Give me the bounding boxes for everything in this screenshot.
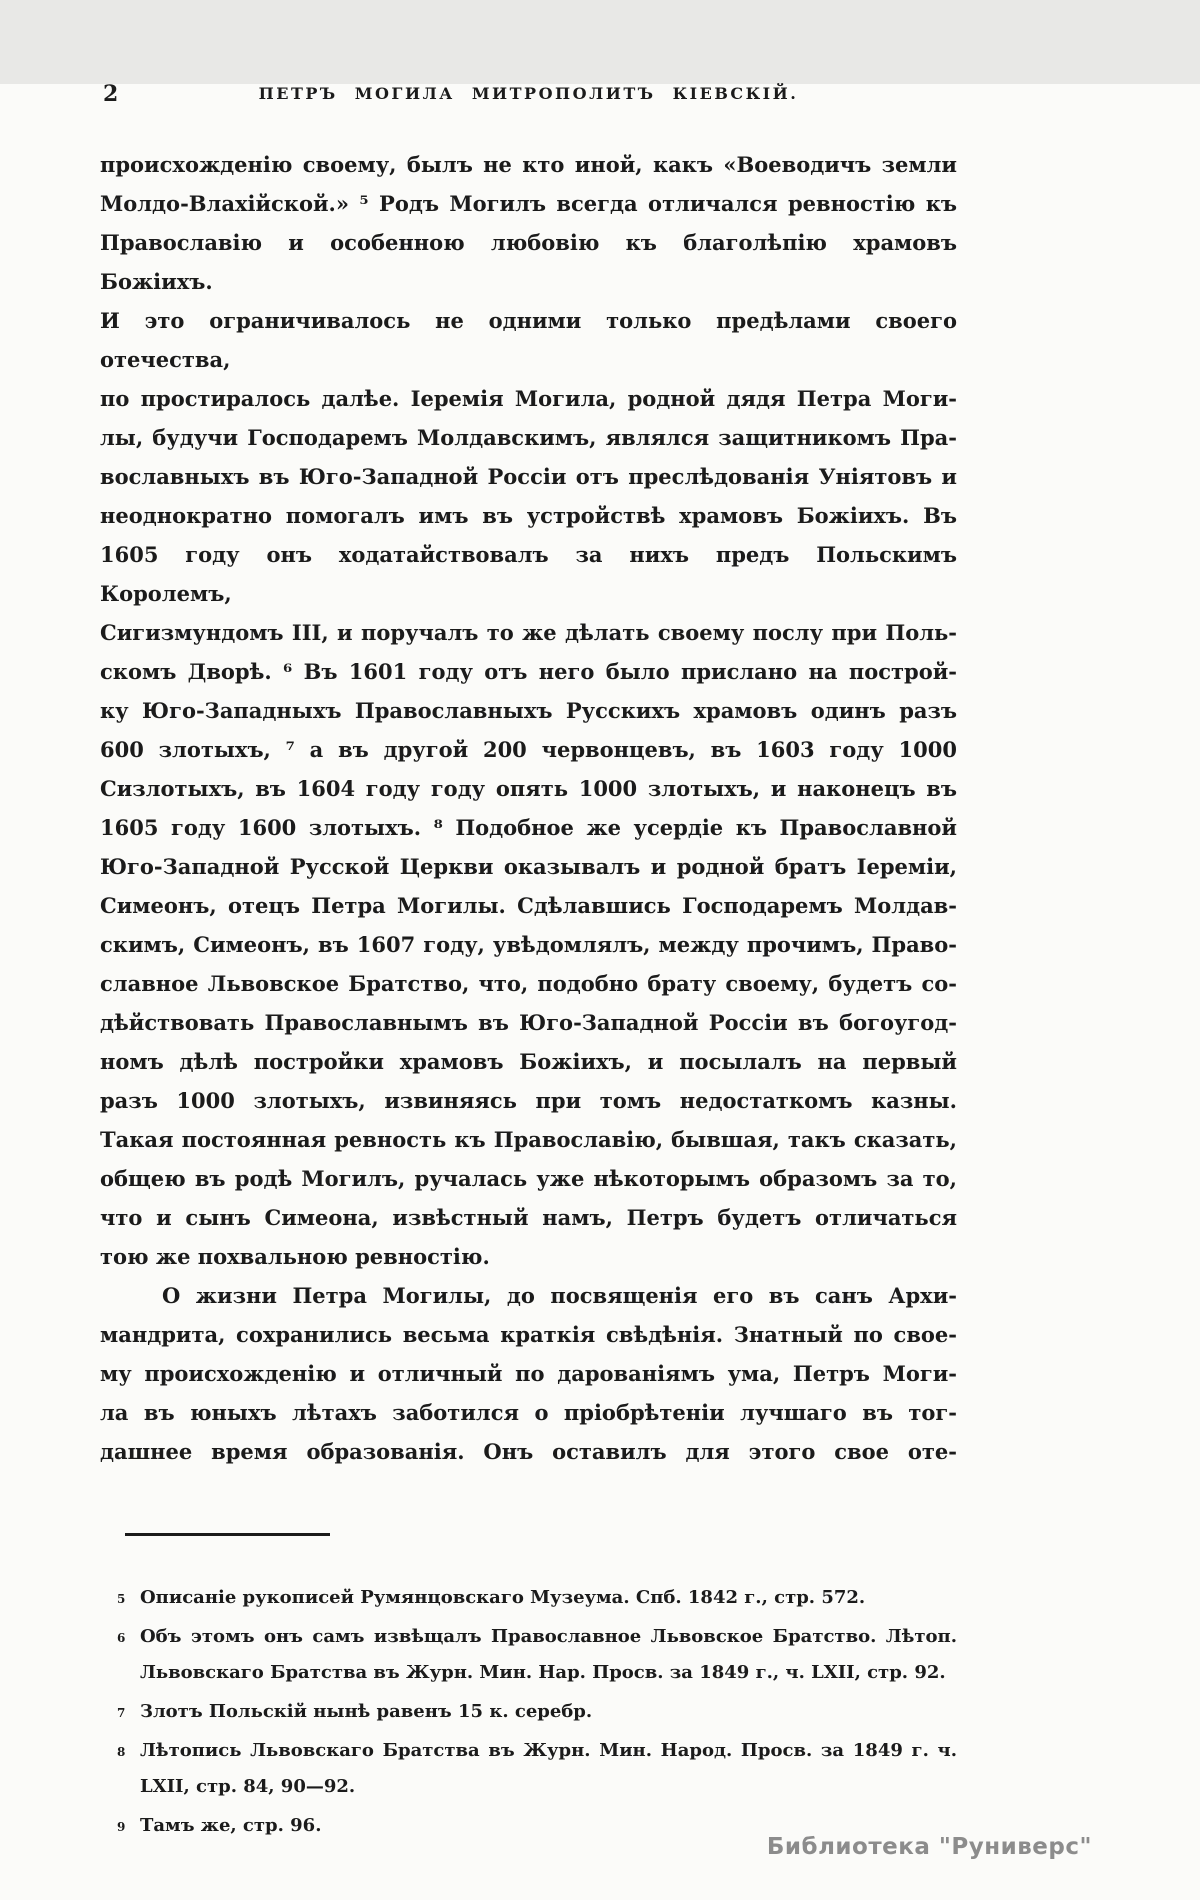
- footnote-separator: [125, 1533, 330, 1536]
- text-line: И это ограничивалось не одними только предѣлами своего отечества,: [100, 308, 957, 372]
- footnote-marker: 5: [117, 1592, 126, 1606]
- text-line: 600 злотыхъ, ⁷ а въ другой 200 червонцевъ, въ 1603 году 1000: [100, 737, 957, 762]
- watermark: Библиотека "Руниверс": [766, 1834, 1092, 1860]
- text-line: разъ 1000 злотыхъ, извиняясь при томъ недостаткомъ казны.: [100, 1088, 957, 1113]
- text-line: что и сынъ Симеона, извѣстный намъ, Петръ будетъ отличаться: [100, 1205, 957, 1230]
- footnote-marker: 9: [117, 1820, 126, 1834]
- footnote: [100, 1694, 957, 1730]
- text-line: скимъ, Симеонъ, въ 1607 году, увѣдомлялъ, между прочимъ, Право-: [100, 932, 957, 957]
- text-line: лы, будучи Господаремъ Молдавскимъ, являлся защитникомъ Пра-: [100, 425, 957, 450]
- text-line: ку Юго-Западныхъ Православныхъ Русскихъ храмовъ одинъ разъ: [100, 698, 957, 723]
- footnote: [100, 1733, 957, 1805]
- text-line: скомъ Дворѣ. ⁶ Въ 1601 году отъ него было прислано на построй-: [100, 659, 957, 684]
- text-line: Сизлотыхъ, въ 1604 году году опять 1000 злотыхъ, и наконецъ въ: [100, 776, 957, 801]
- text-line: мандрита, сохранились весьма краткія свѣдѣнія. Знатный по свое-: [100, 1322, 957, 1347]
- footnote-marker: 7: [117, 1706, 126, 1720]
- running-header-title: ПЕТРЪ МОГИЛА МИТРОПОЛИТЪ КІЕВСКІЙ.: [258, 84, 799, 103]
- text-line: неоднократно помогалъ имъ въ устройствѣ храмовъ Божіихъ. Въ: [100, 503, 957, 528]
- body-text: [100, 145, 957, 1471]
- footnote: [100, 1580, 957, 1616]
- footnote-line: 5 Описаніе рукописей Румянцовскаго Музеума. Спб. 1842 г., стр. 572.: [140, 1580, 957, 1616]
- text-line: номъ дѣлѣ постройки храмовъ Божіихъ, и посылалъ на первый: [100, 1049, 957, 1074]
- text-line: общею въ родѣ Могилъ, ручалась уже нѣкоторымъ образомъ за то,: [100, 1166, 957, 1191]
- text-line: ла въ юныхъ лѣтахъ заботился о пріобрѣтеніи лучшаго въ тог-: [100, 1400, 957, 1425]
- text-line: Православію и особенною любовію къ благолѣпію храмовъ Божіихъ.: [100, 230, 957, 294]
- page-header: [100, 81, 957, 107]
- text-line: му происхожденію и отличный по дарованіямъ ума, Петръ Моги-: [100, 1361, 957, 1386]
- footnote-line: LXII, стр. 84, 90—92.: [140, 1776, 356, 1797]
- text-line: О жизни Петра Могилы, до посвященія его въ санъ Архи-: [162, 1283, 957, 1308]
- text-line: Сигизмундомъ III, и поручалъ то же дѣлать своему послу при Поль-: [100, 620, 957, 645]
- footnotes: [100, 1580, 957, 1844]
- text-line: 1605 году 1600 злотыхъ. ⁸ Подобное же усердіе къ Православной: [100, 815, 957, 840]
- text-line: 1605 году онъ ходатайствовалъ за нихъ предъ Польскимъ Королемъ,: [100, 542, 957, 606]
- footnote-line: 6 Объ этомъ онъ самъ извѣщалъ Православное Львовское Братство. Лѣтоп.: [140, 1619, 957, 1655]
- text-line: тою же похвальною ревностію.: [100, 1244, 490, 1269]
- text-line: славное Львовское Братство, что, подобно брату своему, будетъ со-: [100, 971, 957, 996]
- footnote-line: 9 Тамъ же, стр. 96.: [140, 1808, 957, 1844]
- text-line: Юго-Западной Русской Церкви оказывалъ и родной братъ Іереміи,: [100, 854, 957, 879]
- text-line: вославныхъ въ Юго-Западной Россіи отъ преслѣдованія Уніятовъ и: [100, 464, 957, 489]
- footnote: [100, 1619, 957, 1691]
- text-line: Симеонъ, отецъ Петра Могилы. Сдѣлавшись Господаремъ Молдав-: [100, 893, 957, 918]
- text-line: происхожденію своему, былъ не кто иной, какъ «Воеводичъ земли: [100, 152, 957, 177]
- footnote-marker: 8: [117, 1745, 126, 1759]
- footnote-line: 8 Лѣтопись Львовскаго Братства въ Журн. Мин. Народ. Просв. за 1849 г. ч.: [140, 1733, 957, 1769]
- text-line: Молдо-Влахійской.» ⁵ Родъ Могилъ всегда отличался ревностію къ: [100, 191, 957, 216]
- footnote-line: Львовскаго Братства въ Журн. Мин. Нар. Просв. за 1849 г., ч. LXII, стр. 92.: [140, 1662, 946, 1683]
- footnote-marker: 6: [117, 1631, 126, 1645]
- text-line: по простиралось далѣе. Іеремія Могила, родной дядя Петра Моги-: [100, 386, 957, 411]
- page-number: 2: [103, 81, 119, 107]
- text-line: дашнее время образованія. Онъ оставилъ для этого свое оте-: [100, 1439, 957, 1464]
- text-line: Такая постоянная ревность къ Православію, бывшая, такъ сказать,: [100, 1127, 957, 1152]
- text-line: дѣйствовать Православнымъ въ Юго-Западной Россіи въ богоугод-: [100, 1010, 957, 1035]
- book-page: [0, 81, 1200, 1900]
- footnote-line: 7 Злотъ Польскій нынѣ равенъ 15 к. серебр.: [140, 1694, 957, 1730]
